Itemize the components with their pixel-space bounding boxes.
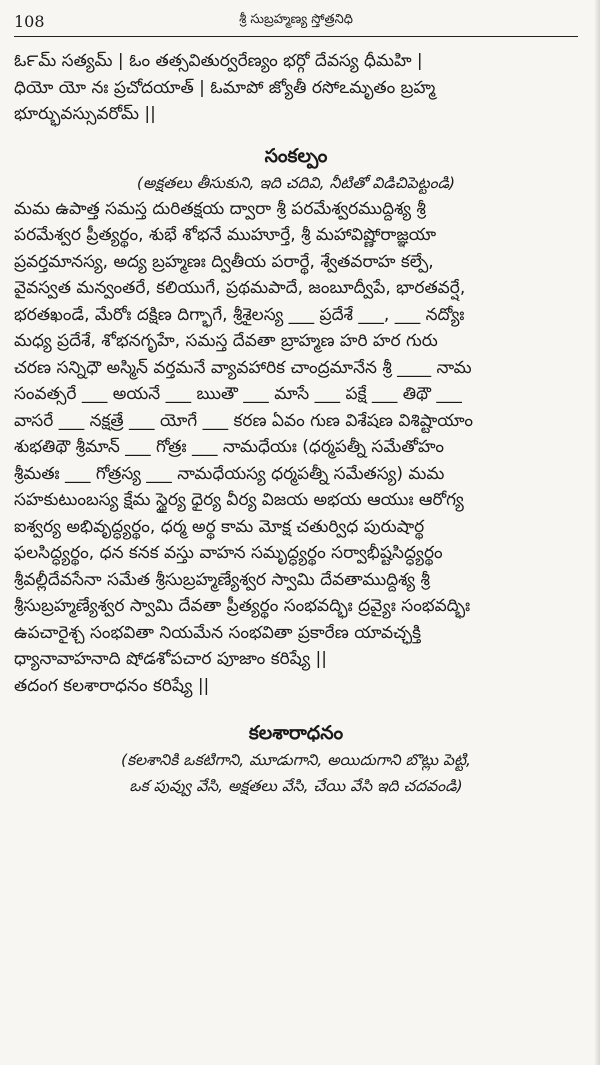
running-title: శ్రీ సుబ్రహ్మణ్య స్తోత్రనిధి — [239, 12, 353, 27]
text-line: పరమేశ్వర ప్రీత్యర్థం, శుభే శోభనే ముహూర్తే, శ్రీ మహావిష్ణోరాజ్ఞయా — [14, 225, 437, 245]
text-line: వాసరే ___ నక్షత్రే ___ యోగే ___ కరణ ఏవం గుణ విశేషణ విశిష్టాయాం — [14, 410, 474, 431]
text-line: ఐశ్వర్య అభివృద్ధ్యర్థం, ధర్మ అర్థ కామ మోక్ష చతుర్విధ పురుషార్థ — [14, 516, 425, 537]
text-line: శుభతిథౌ శ్రీమాన్ ___ గోత్రః ___ నామధేయః (ధర్మపత్నీ సమేతోహం — [14, 437, 444, 457]
text-line: శ్రీసుబ్రహ్మణ్యేశ్వర స్వామి దేవతా ప్రీత్యర్థం సంభవద్భిః ద్రవ్యైః సంభవద్భిః — [14, 596, 471, 616]
page-number: 108 — [14, 12, 45, 31]
page-body — [14, 48, 578, 799]
text-line: మమ ఉపాత్త సమస్త దురితక్షయ ద్వారా శ్రీ పరమేశ్వరముద్దిశ్య శ్రీ — [14, 198, 426, 219]
instruction-line: (కలశానికి ఒకటిగాని, మూడుగాని, అయిదుగాని బొట్లు పెట్టి, — [121, 751, 471, 769]
text-line: భూర్భువస్సువరోమ్ || — [14, 104, 156, 124]
page-spine-shadow — [594, 0, 600, 1065]
section-heading-kalasharadhanam: కలశారాధనం — [248, 722, 344, 744]
text-line: మధ్య ప్రదేశే, శోభనగృహే, సమస్త దేవతా బ్రాహ్మణ హరి హర గురు — [14, 331, 438, 351]
sankalpam-instruction: (అక్షతలు తీసుకుని, ఇది చదివి, నీటితో విడిచిపెట్టండి) — [136, 173, 456, 192]
text-line: సంవత్సరే ___ అయనే ___ ఋతౌ ___ మాసే ___ పక్షే ___ తిథౌ ___ — [14, 384, 462, 404]
text-line: ప్రవర్తమానస్య, అద్య బ్రహ్మణః ద్వితీయ పరార్థే, శ్వేతవరాహ కల్పే, — [14, 251, 434, 272]
text-line: ఉపచారైశ్చ సంభవితా నియమేన సంభవితా ప్రకారేణ యావచ్ఛక్తి — [14, 622, 422, 643]
text-line: ధ్యానావాహనాది షోడశోపచార పూజాం కరిష్యే || — [14, 649, 328, 669]
page-header — [14, 10, 578, 37]
sankalpam-text — [14, 196, 578, 700]
text-line: చరణ సన్నిధౌ అస్మిన్ వర్తమనే వ్యావహారిక చాంద్రమానేన శ్రీ ____ నామ — [14, 357, 472, 378]
text-line: శ్రీవల్లీదేవసేనా సమేత శ్రీసుబ్రహ్మణ్యేశ్వర స్వామి దేవతాముద్దిశ్య శ్రీ — [14, 569, 430, 590]
text-line: వైవస్వత మన్వంతరే, కలియుగే, ప్రథమపాదే, జంబూద్వీపే, భారతవర్షే, — [14, 278, 466, 298]
text-line: భరతఖండే, మేరోః దక్షిణ దిగ్భాగే, శ్రీశైలస్య ___ ప్రదేశే ___, ___ నద్యోః — [14, 304, 465, 325]
text-line: తదంగ కలశారాధనం కరిష్యే || — [14, 675, 210, 696]
text-line: శ్రీమతః ___ గోత్రస్య ___ నామధేయస్య ధర్మపత్నీ సమేతస్య) మమ — [14, 463, 445, 484]
kalasharadhanam-instruction — [14, 747, 578, 799]
text-line: ఓ౯మ్ సత్యమ్ | ఓం తత్సవితుర్వరేణ్యం భర్గో దేవస్య ధీమహి | — [14, 51, 423, 71]
section-heading-sankalpam: సంకల్పం — [264, 144, 328, 167]
text-line: ధియో యో నః ప్రచోదయాత్ | ఓమాపో జ్యోతీ రసోఽమృతం బ్రహ్మ — [14, 77, 436, 98]
opening-mantra — [14, 48, 578, 128]
text-line: సహకుటుంబస్య క్షేమ స్థైర్య ధైర్య వీర్య విజయ అభయ ఆయుః ఆరోగ్య — [14, 490, 464, 510]
instruction-line: ఒక పువ్వు వేసి, అక్షతలు వేసి, చేయి వేసి ఇది చదవండి) — [129, 777, 463, 795]
text-line: ఫలసిద్ధ్యర్థం, ధన కనక వస్తు వాహన సమృద్ధ్యర్థం సర్వాభీష్టసిద్ధ్యర్థం — [14, 543, 443, 563]
